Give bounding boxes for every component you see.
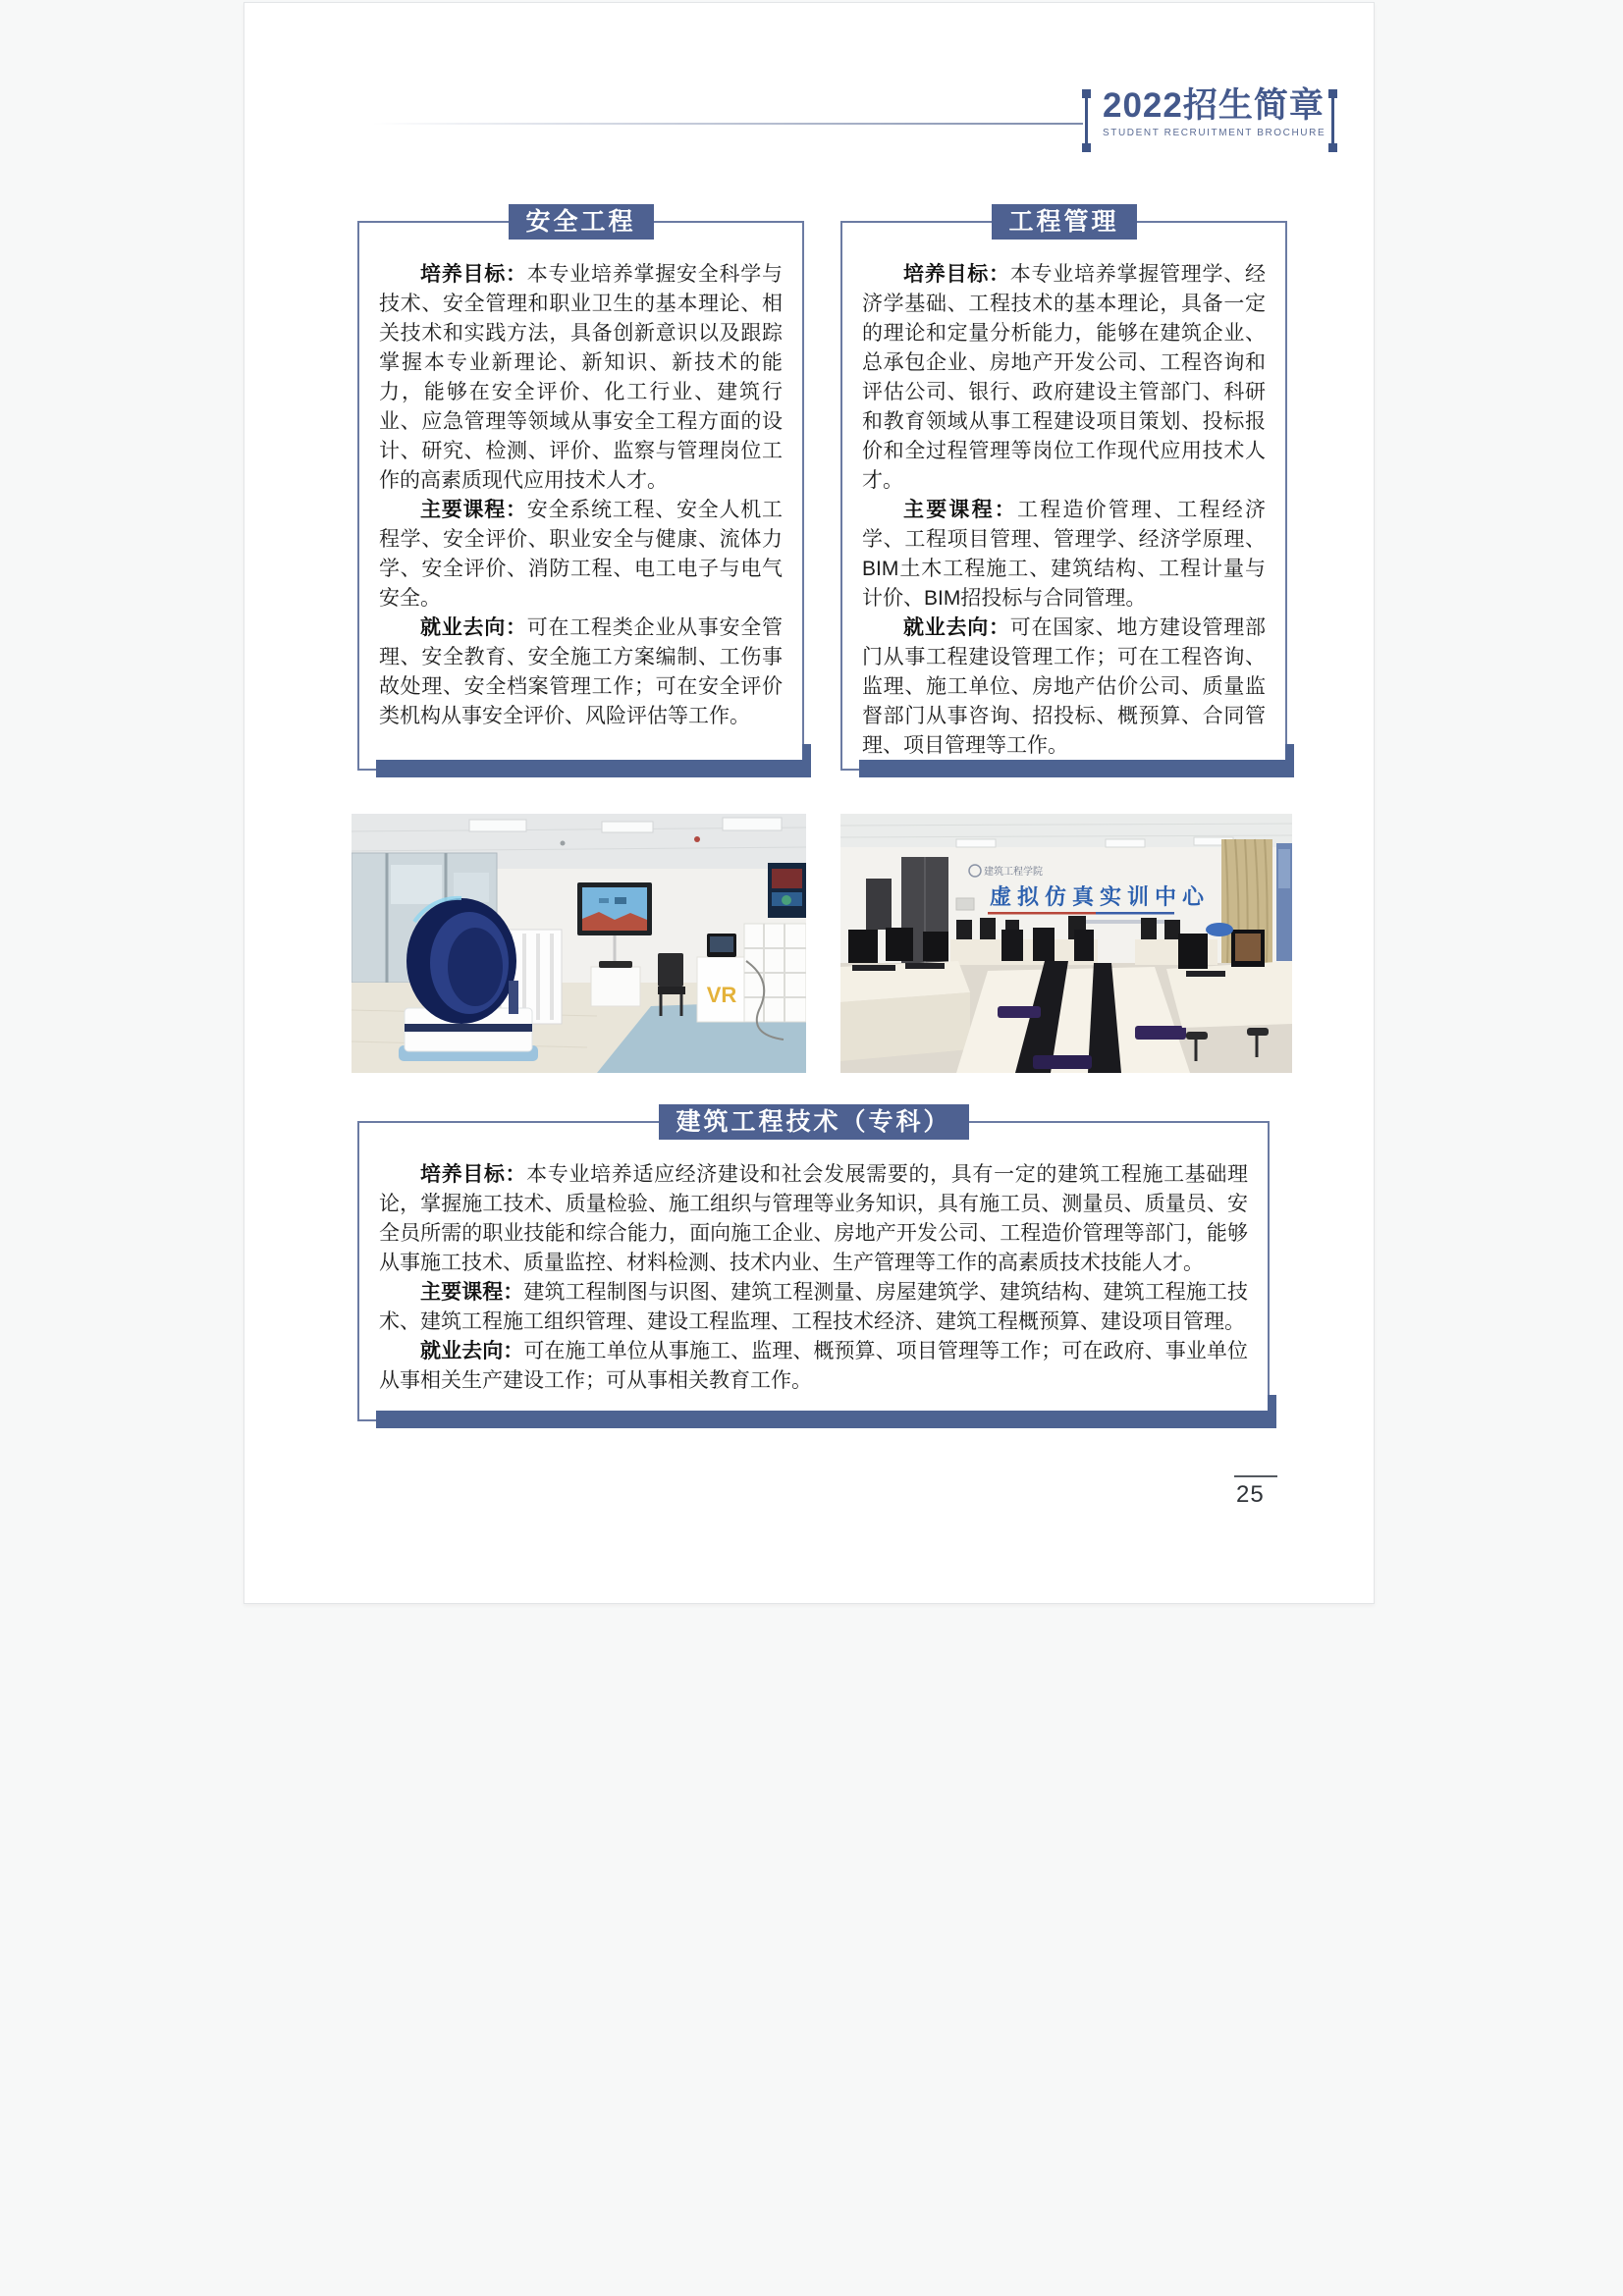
section-body-safety bbox=[359, 223, 802, 769]
photo-computer-lab bbox=[840, 814, 1292, 1073]
paragraph-text: 可在工程类企业从事安全管理、安全教育、安全施工方案编制、工伤事故处理、安全档案管理工作；可在安全评价类机构从事安全评价、风险评估等工作。 bbox=[379, 616, 783, 727]
photo-computer-lab-illustration bbox=[840, 814, 1292, 1073]
box-accent-cap bbox=[1285, 744, 1294, 777]
box-accent-bar bbox=[859, 760, 1294, 777]
section-title-management: 工程管理 bbox=[991, 204, 1136, 240]
photo-vr-lab bbox=[352, 814, 806, 1073]
paragraph-text: 本专业培养掌握安全科学与技术、安全管理和职业卫生的基本理论、相关技术和实践方法，具备创新意识以及跟踪掌握本专业新理论、新知识、新技术的能力，能够在安全评价、化工行业、建筑行业、应急管理等领域从事安全工程方面的设计、研究、检测、评价、监察与管理岗位工作的高素质现代应用技术人才。 bbox=[379, 263, 783, 492]
header-rule bbox=[372, 123, 1083, 125]
section-engineering-management bbox=[840, 208, 1287, 771]
paragraph-text: 工程造价管理、工程经济学、工程项目管理、管理学、经济学原理、BIM土木工程施工、建筑结构、工程计量与计价、BIM招投标与合同管理。 bbox=[862, 499, 1266, 610]
box-accent-bar bbox=[376, 1411, 1276, 1428]
brochure-page bbox=[243, 2, 1375, 1604]
paragraph-label: 主要课程： bbox=[420, 1281, 524, 1304]
wall-title-text: 虚拟仿真实训中心 bbox=[990, 884, 1211, 909]
paragraph-text: 可在国家、地方建设管理部门从事工程建设管理工作；可在工程咨询、监理、施工单位、房地产估价公司、质量监督部门从事咨询、招投标、概预算、合同管理、项目管理等工作。 bbox=[862, 616, 1266, 757]
paragraph-training-goal bbox=[379, 260, 783, 496]
paragraph-text: 安全系统工程、安全人机工程学、安全评价、职业安全与健康、流体力学、安全评价、消防工程、电工电子与电气安全。 bbox=[379, 499, 783, 610]
paragraph-label: 培养目标： bbox=[420, 263, 527, 286]
paragraph-career-direction bbox=[862, 614, 1266, 761]
paragraph-text: 建筑工程制图与识图、建筑工程测量、房屋建筑学、建筑结构、建筑工程施工技术、建筑工程施工组织管理、建设工程监理、工程技术经济、建筑工程概预算、建设项目管理。 bbox=[379, 1281, 1249, 1333]
paragraph-text: 本专业培养掌握管理学、经济学基础、工程技术的基本理论，具备一定的理论和定量分析能力，能够在建筑企业、总承包企业、房地产开发公司、工程咨询和评估公司、银行、政府建设主管部门、科研和教育领域从事工程建设项目策划、投标报价和全过程管理等岗位工作现代应用技术人才。 bbox=[862, 263, 1266, 492]
section-body-construction bbox=[359, 1123, 1268, 1419]
paragraph-label: 就业去向： bbox=[903, 616, 1010, 639]
paragraph-main-courses bbox=[862, 496, 1266, 614]
paragraph-label: 培养目标： bbox=[420, 1163, 527, 1186]
paragraph-career-direction bbox=[379, 1337, 1248, 1396]
header-ibeam-right-icon bbox=[1328, 89, 1337, 152]
box-accent-bar bbox=[376, 760, 811, 777]
paragraph-main-courses bbox=[379, 1278, 1248, 1337]
section-building-engineering bbox=[357, 1108, 1270, 1421]
box-accent-cap bbox=[1268, 1395, 1276, 1428]
brochure-title: 2022招生简章 bbox=[1103, 86, 1325, 125]
brochure-subtitle: STUDENT RECRUITMENT BROCHURE bbox=[1103, 128, 1326, 138]
section-title-safety: 安全工程 bbox=[508, 204, 653, 240]
paragraph-text: 本专业培养适应经济建设和社会发展需要的，具有一定的建筑工程施工基础理论，掌握施工技术、质量检验、施工组织与管理等业务知识，具有施工员、测量员、质量员、安全员所需的职业技能和综合能力，面向施工企业、房地产开发公司、工程造价管理等部门，能够从事施工技术、质量监控、材料检测、技术内业、生产管理等工作的高素质技术技能人才。 bbox=[379, 1163, 1249, 1274]
page-number: 25 bbox=[1236, 1481, 1265, 1508]
paragraph-training-goal bbox=[862, 260, 1266, 496]
vr-pedestal-label: VR bbox=[706, 983, 737, 1007]
paragraph-main-courses bbox=[379, 496, 783, 614]
header-ibeam-left-icon bbox=[1082, 89, 1091, 152]
paragraph-text: 可在施工单位从事施工、监理、概预算、项目管理等工作；可在政府、事业单位从事相关生产建设工作；可从事相关教育工作。 bbox=[379, 1340, 1249, 1392]
paragraph-label: 主要课程： bbox=[420, 499, 527, 521]
photo-vr-lab-illustration bbox=[352, 814, 806, 1073]
box-accent-cap bbox=[802, 744, 811, 777]
paragraph-career-direction bbox=[379, 614, 783, 731]
paragraph-label: 主要课程： bbox=[903, 499, 1017, 521]
wall-logo-text: 建筑工程学院 bbox=[984, 867, 1043, 878]
section-safety-engineering bbox=[357, 208, 804, 771]
section-body-management bbox=[842, 223, 1285, 769]
paragraph-label: 就业去向： bbox=[420, 1340, 524, 1362]
paragraph-training-goal bbox=[379, 1160, 1248, 1278]
paragraph-label: 就业去向： bbox=[420, 616, 527, 639]
paragraph-label: 培养目标： bbox=[903, 263, 1010, 286]
page-number-rule bbox=[1234, 1475, 1277, 1477]
brochure-header bbox=[1103, 85, 1325, 138]
section-title-construction: 建筑工程技术（专科） bbox=[658, 1104, 968, 1140]
